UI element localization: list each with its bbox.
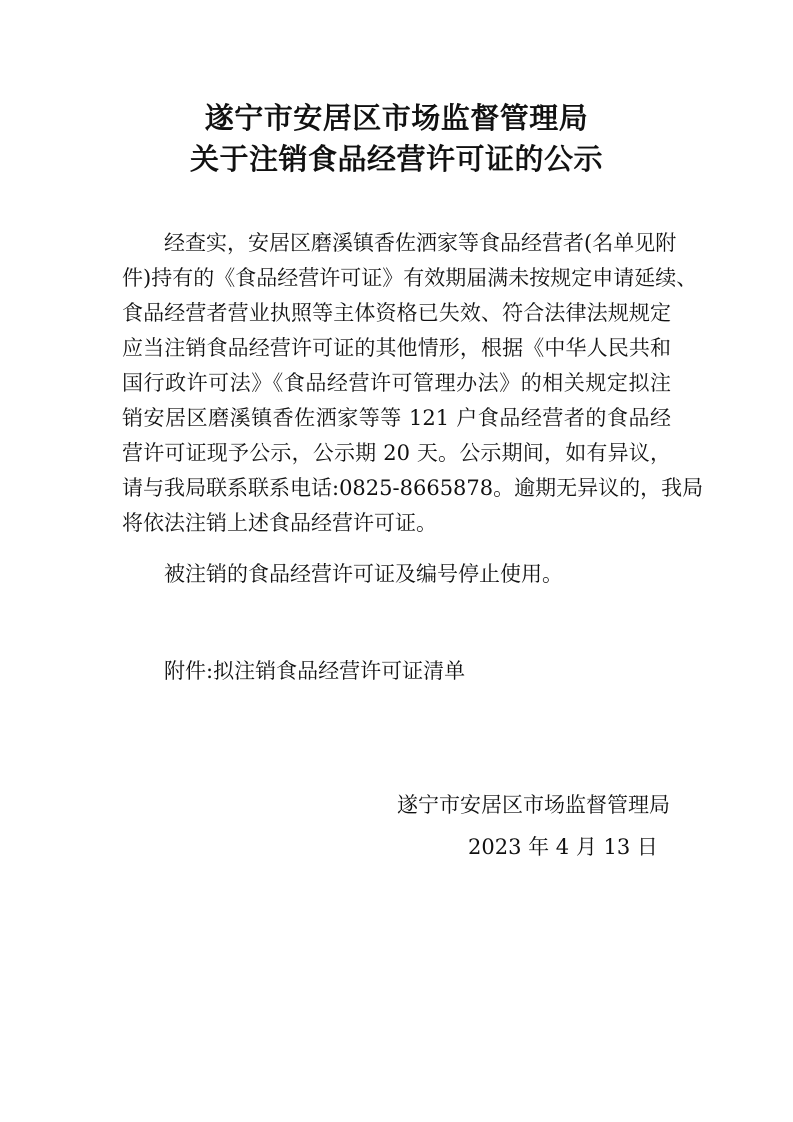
signature-organization: 遂宁市安居区市场监督管理局 [397, 793, 670, 817]
document-title-line-2: 关于注销食品经营许可证的公示 [189, 142, 603, 176]
body-line-3: 食品经营者营业执照等主体资格已失效、符合法律法规规定 [122, 301, 671, 325]
body-line-7: 营许可证现予公示，公示期 20 天。公示期间，如有异议， [122, 441, 671, 465]
signature-date: 2023 年 4 月 13 日 [468, 835, 658, 859]
second-paragraph: 被注销的食品经营许可证及编号停止使用。 [164, 562, 563, 586]
attachment-note: 附件:拟注销食品经营许可证清单 [164, 659, 466, 683]
body-line-8: 请与我局联系联系电话:0825-8665878。逾期无异议的，我局 [122, 476, 704, 500]
body-line-1: 经查实，安居区磨溪镇香佐洒家等食品经营者(名单见附 [164, 231, 677, 255]
body-line-4: 应当注销食品经营许可证的其他情形，根据《中华人民共和 [122, 336, 671, 360]
body-line-9: 将依法注销上述食品经营许可证。 [122, 511, 437, 535]
body-line-5: 国行政许可法》《食品经营许可管理办法》的相关规定拟注 [122, 371, 671, 395]
body-line-6: 销安居区磨溪镇香佐洒家等等 121 户食品经营者的食品经 [122, 406, 671, 430]
body-line-2: 件)持有的《食品经营许可证》有效期届满未按规定申请延续、 [122, 266, 698, 290]
document-title-line-1: 遂宁市安居区市场监督管理局 [204, 101, 589, 135]
